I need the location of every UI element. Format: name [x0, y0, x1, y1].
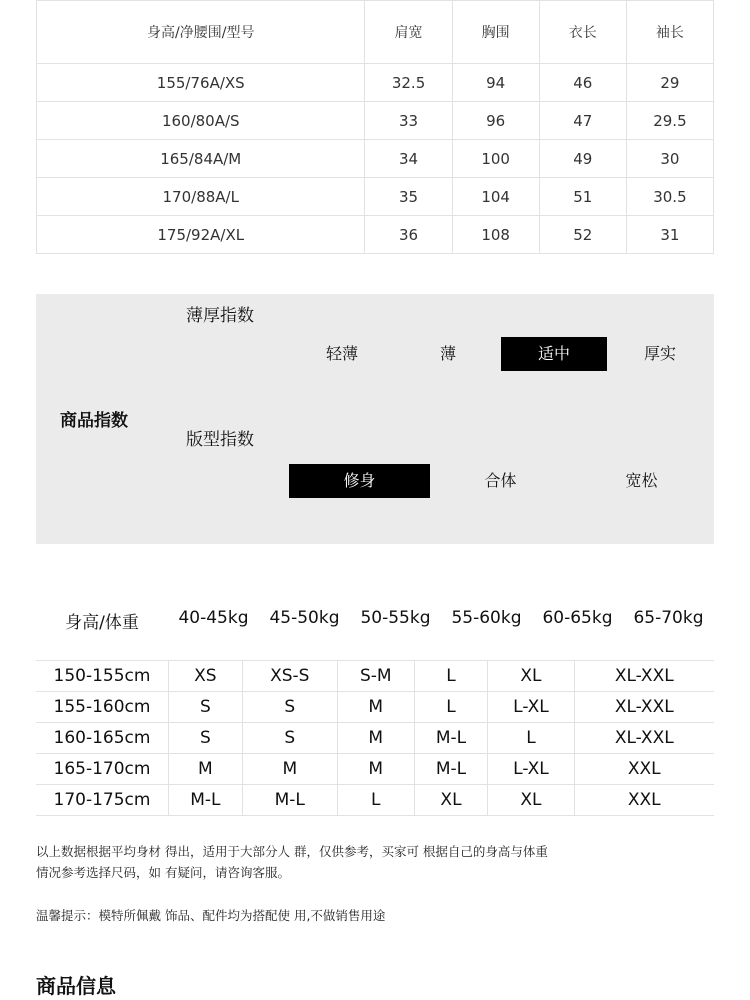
table-cell: 165/84A/M — [37, 140, 365, 178]
table-cell: XS-S — [242, 661, 337, 692]
table-cell: 170-175cm — [36, 785, 169, 816]
header-cell: 身高/净腰围/型号 — [37, 1, 365, 64]
table-cell: S — [169, 692, 243, 723]
table-cell: L-XL — [488, 692, 574, 723]
header-cell: 肩宽 — [365, 1, 452, 64]
thickness-option: 轻薄 — [325, 344, 358, 363]
thickness-option: 适中 — [501, 337, 607, 371]
table-cell: XL — [414, 785, 488, 816]
note-line: 以上数据根据平均身材 得出，适用于大部分人 群，仅供参考，买家可 根据自己的身高与体重 — [36, 844, 548, 859]
table-cell: L — [488, 723, 574, 754]
table-cell: M — [337, 723, 414, 754]
table-cell: 155/76A/XS — [37, 64, 365, 102]
thickness-label: 薄厚指数 — [186, 306, 254, 326]
measurement-table — [36, 0, 714, 254]
table-cell: M — [337, 692, 414, 723]
fit-label: 版型指数 — [186, 430, 254, 450]
header-cell: 胸围 — [452, 1, 539, 64]
thickness-option: 厚实 — [643, 344, 676, 363]
table-cell: 46 — [539, 64, 626, 102]
header-cell: 身高/体重 — [65, 613, 139, 633]
table-cell: 52 — [539, 216, 626, 254]
table-cell: 150-155cm — [36, 661, 169, 692]
table-cell: M — [337, 754, 414, 785]
table-cell: S — [242, 723, 337, 754]
product-index-panel — [36, 294, 714, 544]
section-title: 商品信息 — [36, 974, 116, 998]
table-cell: 165-170cm — [36, 754, 169, 785]
table-cell: 155-160cm — [36, 692, 169, 723]
table-row — [37, 216, 714, 254]
header-cell: 50-55kg — [360, 608, 431, 628]
table-row — [36, 754, 714, 785]
table-cell: L — [337, 785, 414, 816]
header-cell: 55-60kg — [451, 608, 522, 628]
table-cell: L — [414, 661, 488, 692]
table-cell: 104 — [452, 178, 539, 216]
table-cell: 170/88A/L — [37, 178, 365, 216]
table-row — [37, 178, 714, 216]
table-cell: 33 — [365, 102, 452, 140]
fit-option: 宽松 — [625, 471, 658, 490]
fit-option: 合体 — [484, 471, 517, 490]
header-cell: 60-65kg — [542, 608, 613, 628]
table-cell: XL-XXL — [574, 723, 714, 754]
table-cell: M — [242, 754, 337, 785]
table-cell: 36 — [365, 216, 452, 254]
header-cell: 45-50kg — [269, 608, 340, 628]
table-row — [37, 102, 714, 140]
table-cell: 31 — [626, 216, 713, 254]
table-cell: M-L — [414, 723, 488, 754]
table-cell: 160/80A/S — [37, 102, 365, 140]
table-cell: 32.5 — [365, 64, 452, 102]
table-row — [37, 64, 714, 102]
table-cell: M — [169, 754, 243, 785]
table-cell: 35 — [365, 178, 452, 216]
table-cell: 160-165cm — [36, 723, 169, 754]
header-cell: 袖长 — [626, 1, 713, 64]
size-recommend-header — [36, 608, 714, 638]
table-cell: L — [414, 692, 488, 723]
table-cell: XXL — [574, 754, 714, 785]
table-cell: S — [242, 692, 337, 723]
table-cell: 51 — [539, 178, 626, 216]
table-cell: XS — [169, 661, 243, 692]
table-cell: 96 — [452, 102, 539, 140]
table-cell: 29.5 — [626, 102, 713, 140]
table-cell: 34 — [365, 140, 452, 178]
header-cell: 65-70kg — [633, 608, 704, 628]
table-cell: M-L — [414, 754, 488, 785]
size-recommend-table — [36, 660, 714, 816]
header-cell: 衣长 — [539, 1, 626, 64]
panel-title: 商品指数 — [60, 411, 128, 431]
table-cell: M-L — [169, 785, 243, 816]
table-row — [37, 140, 714, 178]
thickness-option: 薄 — [439, 344, 456, 363]
table-cell: M-L — [242, 785, 337, 816]
table-cell: XL — [488, 785, 574, 816]
table-cell: L-XL — [488, 754, 574, 785]
fit-option: 修身 — [289, 464, 430, 498]
table-cell: S-M — [337, 661, 414, 692]
table-cell: 30.5 — [626, 178, 713, 216]
tip-note: 温馨提示：模特所佩戴 饰品、配件均为搭配使 用,不做销售用途 — [36, 908, 386, 923]
table-cell: 100 — [452, 140, 539, 178]
table-cell: 29 — [626, 64, 713, 102]
table-cell: S — [169, 723, 243, 754]
table-cell: 30 — [626, 140, 713, 178]
table-cell: 94 — [452, 64, 539, 102]
table-cell: 108 — [452, 216, 539, 254]
table-row — [36, 692, 714, 723]
table-cell: XL-XXL — [574, 661, 714, 692]
table-row — [36, 785, 714, 816]
header-cell: 40-45kg — [178, 608, 249, 628]
table-cell: XXL — [574, 785, 714, 816]
note-line: 情况参考选择尺码，如 有疑问，请咨询客服。 — [36, 865, 290, 880]
table-row — [36, 723, 714, 754]
table-cell: XL-XXL — [574, 692, 714, 723]
size-note — [36, 841, 676, 883]
table-cell: XL — [488, 661, 574, 692]
table-cell: 49 — [539, 140, 626, 178]
measure-header-row — [37, 1, 714, 64]
table-row — [36, 661, 714, 692]
table-cell: 175/92A/XL — [37, 216, 365, 254]
table-cell: 47 — [539, 102, 626, 140]
